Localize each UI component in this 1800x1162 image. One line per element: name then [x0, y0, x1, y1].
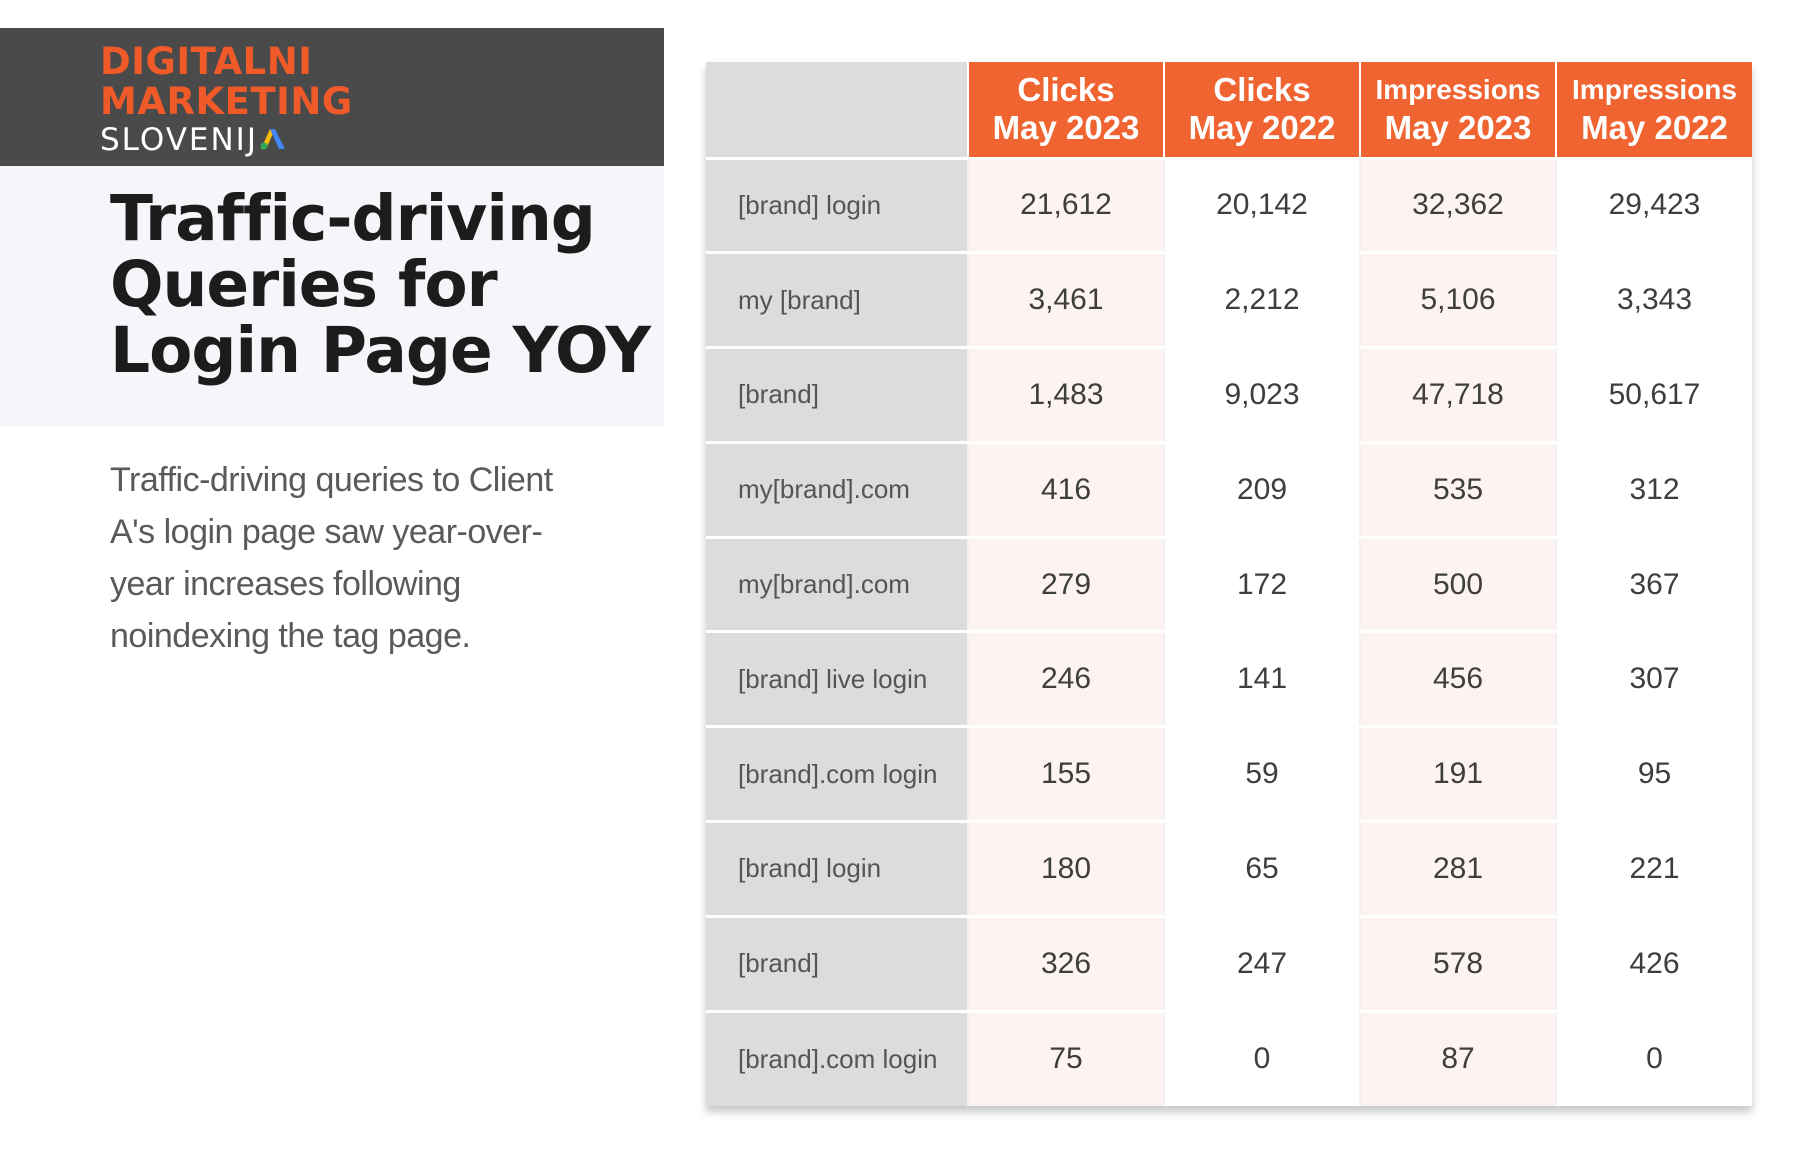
value-cell: 95 [1556, 727, 1752, 822]
value-cell: 32,362 [1360, 158, 1556, 253]
column-header-line2: May 2023 [1384, 109, 1532, 147]
value-cell: 1,483 [968, 348, 1164, 443]
value-cell: 191 [1360, 727, 1556, 822]
value-cell: 2,212 [1164, 253, 1360, 348]
table-header-row [706, 62, 1752, 158]
query-cell: [brand].com login [706, 1011, 968, 1106]
value-cell: 141 [1164, 632, 1360, 727]
brand-name-line2: MARKETING [100, 80, 353, 123]
table-row [706, 822, 1752, 917]
description-line2: A's login page saw year-over- [110, 513, 543, 551]
query-cell: my[brand].com [706, 442, 968, 537]
value-cell: 367 [1556, 537, 1752, 632]
column-header-line1: Impressions [1375, 74, 1541, 106]
column-header-line1: Clicks [1017, 71, 1115, 109]
value-cell: 221 [1556, 822, 1752, 917]
query-cell: [brand] login [706, 158, 968, 253]
value-cell: 500 [1360, 537, 1556, 632]
value-cell: 0 [1556, 1011, 1752, 1106]
value-cell: 416 [968, 442, 1164, 537]
table-row [706, 442, 1752, 537]
query-cell: my[brand].com [706, 537, 968, 632]
table-row [706, 916, 1752, 1011]
value-cell: 535 [1360, 442, 1556, 537]
value-cell: 326 [968, 916, 1164, 1011]
brand-name-line1: DIGITALNI [100, 40, 313, 83]
column-header-line1: Clicks [1213, 71, 1311, 109]
value-cell: 3,343 [1556, 253, 1752, 348]
brand-name-line3 [100, 123, 287, 157]
value-cell: 180 [968, 822, 1164, 917]
value-cell: 20,142 [1164, 158, 1360, 253]
brand-name-line3-text: SLOVENIJ [100, 122, 258, 158]
value-cell: 279 [968, 537, 1164, 632]
column-header-clicks-2022 [1164, 62, 1360, 158]
query-cell: [brand] login [706, 822, 968, 917]
table-row [706, 158, 1752, 253]
description-line4: noindexing the tag page. [110, 617, 471, 655]
value-cell: 5,106 [1360, 253, 1556, 348]
value-cell: 578 [1360, 916, 1556, 1011]
description-line1: Traffic-driving queries to Client [110, 461, 553, 499]
value-cell: 75 [968, 1011, 1164, 1106]
value-cell: 3,461 [968, 253, 1164, 348]
column-header-line2: May 2022 [1581, 109, 1728, 147]
query-cell: [brand] live login [706, 632, 968, 727]
page-title-line1: Traffic-driving [110, 182, 595, 255]
query-cell: [brand] [706, 348, 968, 443]
table-row [706, 537, 1752, 632]
value-cell: 87 [1360, 1011, 1556, 1106]
query-cell: [brand].com login [706, 727, 968, 822]
table-row [706, 253, 1752, 348]
column-header-line1: Impressions [1572, 74, 1737, 106]
description-line3: year increases following [110, 565, 461, 603]
value-cell: 29,423 [1556, 158, 1752, 253]
table-row [706, 1011, 1752, 1106]
google-ads-a-logo-icon [259, 126, 287, 150]
value-cell: 50,617 [1556, 348, 1752, 443]
value-cell: 21,612 [968, 158, 1164, 253]
value-cell: 247 [1164, 916, 1360, 1011]
value-cell: 47,718 [1360, 348, 1556, 443]
table-row [706, 632, 1752, 727]
query-cell: my [brand] [706, 253, 968, 348]
brand-header [0, 28, 664, 166]
table-row [706, 727, 1752, 822]
column-header-impressions-2022 [1556, 62, 1752, 158]
value-cell: 281 [1360, 822, 1556, 917]
column-header-line2: May 2022 [1188, 109, 1336, 147]
column-header-impressions-2023 [1360, 62, 1556, 158]
value-cell: 246 [968, 632, 1164, 727]
value-cell: 155 [968, 727, 1164, 822]
value-cell: 0 [1164, 1011, 1360, 1106]
table-row [706, 348, 1752, 443]
page-title-line2: Queries for [110, 248, 497, 321]
table-corner-cell [706, 62, 968, 158]
column-header-line2: May 2023 [992, 109, 1140, 147]
value-cell: 307 [1556, 632, 1752, 727]
value-cell: 65 [1164, 822, 1360, 917]
value-cell: 426 [1556, 916, 1752, 1011]
title-panel [0, 166, 664, 426]
value-cell: 312 [1556, 442, 1752, 537]
column-header-clicks-2023 [968, 62, 1164, 158]
value-cell: 9,023 [1164, 348, 1360, 443]
value-cell: 456 [1360, 632, 1556, 727]
query-cell: [brand] [706, 916, 968, 1011]
value-cell: 59 [1164, 727, 1360, 822]
queries-table [706, 62, 1752, 1106]
description [110, 454, 630, 662]
value-cell: 209 [1164, 442, 1360, 537]
value-cell: 172 [1164, 537, 1360, 632]
page-title-line3: Login Page YOY [110, 314, 650, 387]
